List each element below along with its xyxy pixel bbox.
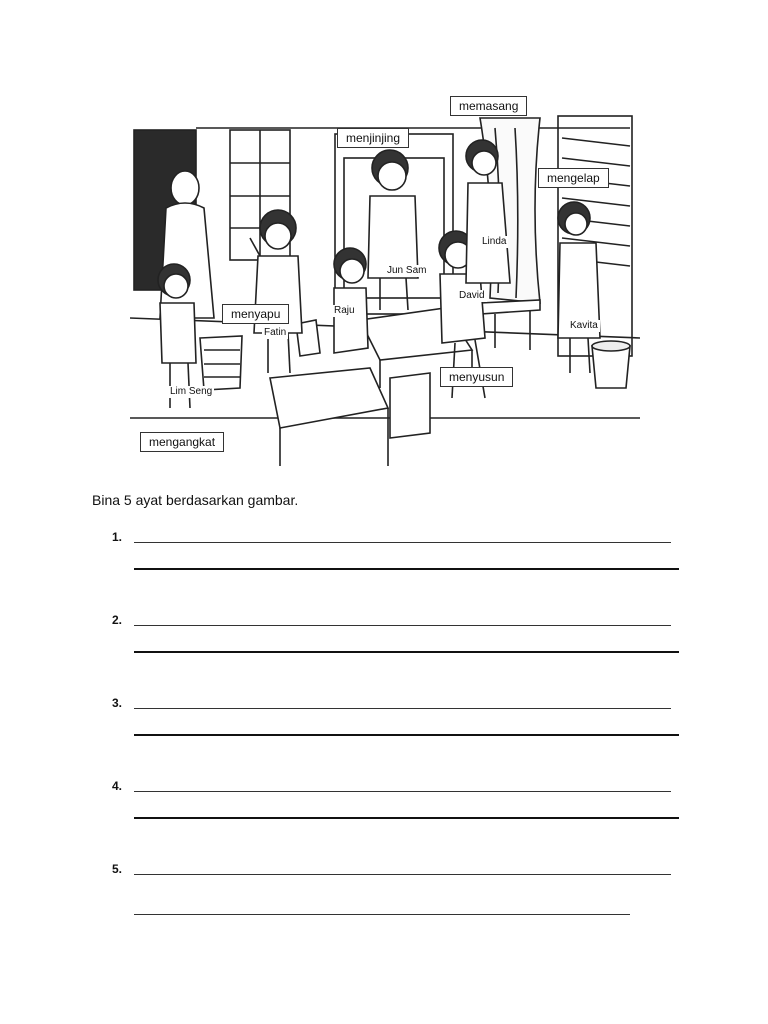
item-number: 1.	[112, 530, 123, 544]
label-mengangkat: mengangkat	[140, 432, 224, 452]
label-mengelap: mengelap	[538, 168, 609, 188]
instruction-text: Bina 5 ayat berdasarkan gambar.	[92, 492, 299, 508]
answer-line[interactable]	[134, 568, 679, 570]
answer-line[interactable]	[134, 817, 679, 819]
name-jun-sam: Jun Sam	[387, 265, 427, 276]
item-number: 5.	[112, 862, 123, 876]
item-number: 2.	[112, 613, 123, 627]
name-lim-seng: Lim Seng	[170, 386, 213, 397]
answer-line[interactable]	[134, 708, 671, 709]
name-david: David	[459, 290, 485, 301]
answer-line[interactable]	[134, 874, 671, 875]
label-menyusun: menyusun	[440, 367, 513, 387]
name-fatin: Fatin	[264, 327, 287, 338]
answer-line[interactable]	[134, 914, 630, 915]
item-number: 3.	[112, 696, 123, 710]
name-linda: Linda	[482, 236, 507, 247]
classroom-illustration	[130, 88, 640, 468]
answer-line[interactable]	[134, 625, 671, 626]
answer-line[interactable]	[134, 651, 679, 653]
label-menjinjing: menjinjing	[337, 128, 409, 148]
label-menyapu: menyapu	[222, 304, 289, 324]
answer-line[interactable]	[134, 542, 671, 543]
answer-line[interactable]	[134, 791, 671, 792]
item-number: 4.	[112, 779, 123, 793]
name-raju: Raju	[334, 305, 355, 316]
answer-line[interactable]	[134, 734, 679, 736]
label-memasang: memasang	[450, 96, 527, 116]
name-kavita: Kavita	[570, 320, 598, 331]
